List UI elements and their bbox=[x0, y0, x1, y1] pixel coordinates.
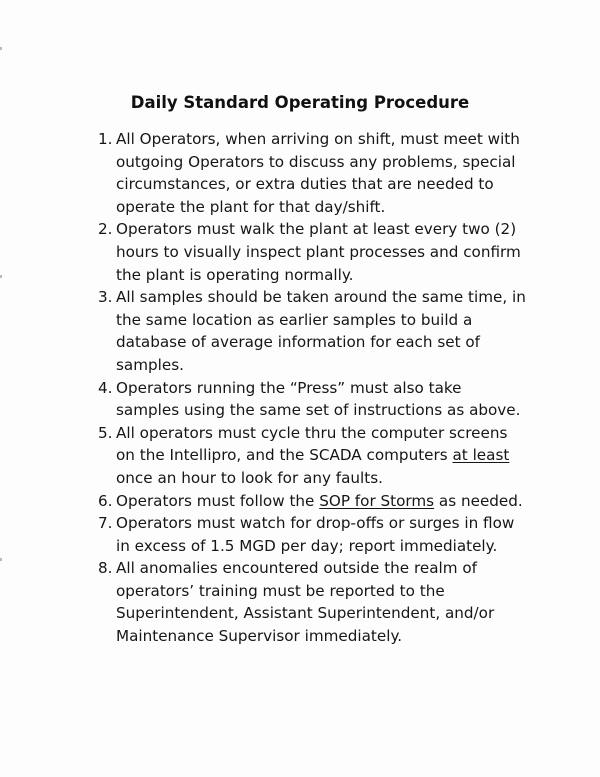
procedure-list bbox=[98, 128, 528, 648]
item-number: 4. bbox=[98, 378, 113, 397]
item-text: All samples should be taken around the same time, in the same location as earlier samples to build a database of average information for each set of samples. bbox=[116, 288, 526, 374]
item-number: 1. bbox=[98, 130, 113, 148]
document-title: Daily Standard Operating Procedure bbox=[130, 93, 470, 112]
item-number: 6. bbox=[98, 491, 113, 510]
item-number: 7. bbox=[98, 514, 113, 533]
list-item bbox=[98, 377, 528, 422]
item-number: 8. bbox=[98, 559, 113, 578]
item-text: Operators must walk the plant at least every two (2) hours to visually inspect plant processes and confirm the plant is operating normally. bbox=[116, 220, 521, 284]
item-number: 2. bbox=[98, 220, 113, 239]
item-text bbox=[116, 490, 528, 513]
item-text-part: All operators must cycle thru the computer screens on the Intellipro, and the SCADA computers bbox=[116, 423, 508, 465]
underlined-text: at least bbox=[452, 446, 510, 465]
item-text: Operators must watch for drop-offs or surges in flow in excess of 1.5 MGD per day; report immediately. bbox=[116, 514, 515, 555]
item-text-part: once an hour to look for any faults. bbox=[116, 468, 383, 487]
item-text: Operators running the “Press” must also take samples using the same set of instructions as above. bbox=[116, 378, 521, 420]
list-item bbox=[98, 128, 528, 218]
list-item bbox=[98, 286, 528, 376]
list-item bbox=[98, 557, 528, 647]
scan-speck bbox=[0, 47, 2, 50]
item-text bbox=[116, 422, 528, 490]
item-number: 5. bbox=[98, 423, 113, 442]
list-item bbox=[98, 422, 528, 490]
item-text-part: as needed. bbox=[434, 491, 523, 510]
item-text-part: Operators must follow the bbox=[116, 491, 320, 510]
underlined-text: SOP for Storms bbox=[319, 491, 435, 510]
scan-speck bbox=[0, 275, 2, 278]
list-item bbox=[98, 218, 528, 286]
list-item bbox=[98, 512, 528, 557]
list-item bbox=[98, 490, 528, 513]
item-text: All Operators, when arriving on shift, must meet with outgoing Operators to discuss any problems, special circumstances, or extra duties that are needed to operate the plant for that day/shift. bbox=[116, 130, 520, 216]
item-text: All anomalies encountered outside the realm of operators’ training must be reported to the Superintendent, Assistant Superintendent, and/or Maintenance Supervisor immediately. bbox=[116, 559, 495, 646]
item-number: 3. bbox=[98, 288, 113, 307]
scan-speck bbox=[0, 558, 2, 561]
